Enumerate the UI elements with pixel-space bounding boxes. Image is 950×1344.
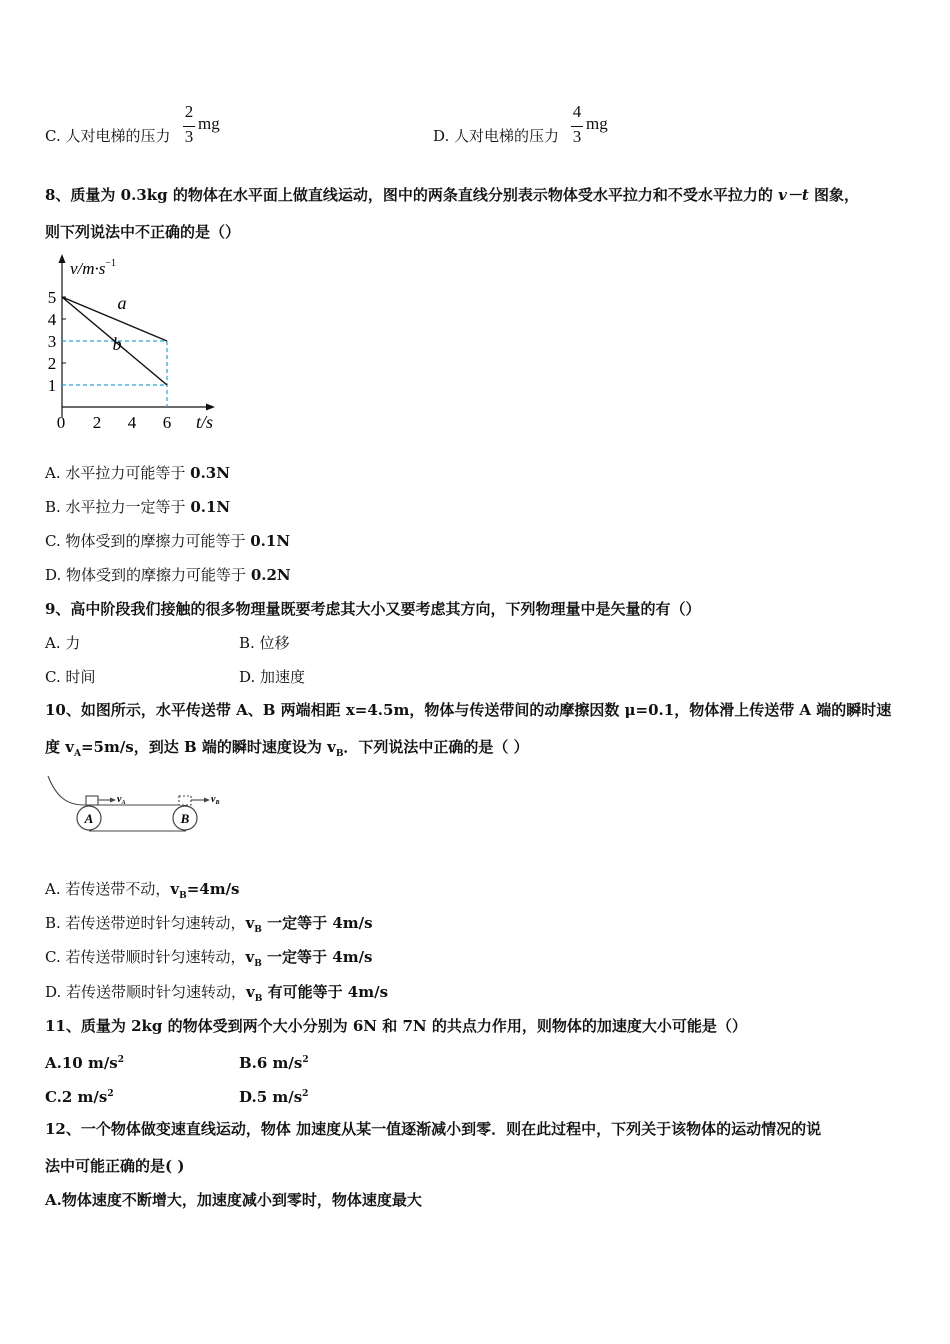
q10-label-va: $v_A$ <box>117 794 126 806</box>
q10-option-d-sub: B <box>254 994 263 1004</box>
q9-option-c: C. 时间 <box>45 668 96 686</box>
q10-option-d-text: D. 若传送带顺时针匀速转动， <box>45 983 247 1001</box>
q10-slope-curve <box>48 776 90 805</box>
q8-stem-line1 <box>45 185 859 205</box>
q8-graph-xtick-label: 6 <box>162 413 172 432</box>
q7-option-c <box>45 126 170 146</box>
q9-option-b: B. 位移 <box>239 634 290 652</box>
q10-option-d-rest: 有可能等于 4m/s <box>262 983 389 1001</box>
q10-stem-part-b: =5m/s，到达 B 端的瞬时速度设为 v <box>80 738 336 756</box>
q11-option-d-text: D.5 m/s <box>239 1088 303 1106</box>
q12-option-a: A.物体速度不断增大，加速度减小到零时，物体速度最大 <box>45 1191 422 1209</box>
q10-option-c-v: v <box>245 948 255 966</box>
q11-stem: 11、质量为 2kg 的物体受到两个大小分别为 6N 和 7N 的共点力作用，则物体的加速度大小可能是（） <box>45 1017 747 1035</box>
q10-conveyor-figure <box>44 772 234 842</box>
q10-option-b-text: B. 若传送带逆时针匀速转动， <box>45 914 246 932</box>
q10-label-a: A <box>84 811 94 826</box>
q10-sub-a: A <box>73 749 81 759</box>
q10-stem-line1: 10、如图所示，水平传送带 A、B 两端相距 x=4.5m，物体与传送带间的动摩擦因数 μ=0.1，物体滑上传送带 A 端的瞬时速 <box>45 701 892 719</box>
q10-arrow-va-head <box>110 798 116 803</box>
q11-option-a-sup: 2 <box>117 1055 125 1065</box>
q10-option-a <box>45 879 240 906</box>
q11-option-a-text: A.10 m/s <box>45 1054 118 1072</box>
q11-option-b-sup: 2 <box>302 1055 309 1065</box>
q8-stem-part-b: 的物体在水平面上做直线运动，图中的两条直线分别表示物体受水平拉力和不受水平拉力的 <box>167 186 779 204</box>
q8-graph-xtick-label: 4 <box>127 413 137 432</box>
q10-option-a-rest: =4m/s <box>186 880 240 898</box>
q7-option-c-numerator: 2 <box>184 102 194 121</box>
q8-graph-series-label-b: b <box>112 334 122 354</box>
q8-option-a <box>45 463 230 483</box>
q10-option-b-v: v <box>245 914 255 932</box>
q8-graph-xtick-label: 2 <box>92 413 102 432</box>
q12-stem-line1: 12、一个物体做变速直线运动，物体 加速度从某一值逐渐减小到零．则在此过程中，下列关于该物体的运动情况的说 <box>45 1120 822 1138</box>
q8-graph-xlabel: t/s <box>196 412 214 432</box>
q8-graph-ytick-label: 1 <box>47 376 57 395</box>
q8-graph-ytick-label: 2 <box>47 354 57 373</box>
q8-vt-graph <box>40 252 240 442</box>
q9-option-a: A. 力 <box>45 634 81 652</box>
q10-stem-line2 <box>45 737 529 764</box>
q10-option-b-sub: B <box>254 925 262 935</box>
q11-option-c-sup: 2 <box>107 1089 114 1099</box>
q7-option-c-text: C. 人对电梯的压力 <box>45 127 171 145</box>
q11-option-a <box>45 1050 124 1073</box>
q11-option-c <box>45 1084 114 1107</box>
q10-block-b <box>179 796 191 805</box>
q8-option-b-text: B. 水平拉力一定等于 <box>45 498 191 516</box>
q8-graph-series-label-a: a <box>117 293 127 313</box>
q8-option-d-value: 0.2N <box>250 566 291 584</box>
q8-graph-y-arrow <box>59 254 66 263</box>
q12-stem-line2: 法中可能正确的是( ) <box>45 1157 185 1175</box>
q8-option-a-value: 0.3N <box>190 464 230 482</box>
q10-option-c <box>45 947 373 974</box>
q8-stem-line2: 则下列说法中不正确的是（） <box>45 223 241 241</box>
q10-arrow-vb-head <box>204 798 210 803</box>
q8-graph-ytick-label: 5 <box>47 288 57 307</box>
q11-option-b-text: B.6 m/s <box>239 1054 303 1072</box>
q8-option-b <box>45 497 230 517</box>
q7-option-c-unit: mg <box>198 114 220 133</box>
q7-option-d-numerator: 4 <box>572 102 582 121</box>
q8-graph-ytick-label: 4 <box>47 310 57 329</box>
q10-stem-part-a: 度 v <box>45 738 74 756</box>
q8-graph-ytick-label: 3 <box>47 332 57 351</box>
q10-option-a-text: A. 若传送带不动， <box>45 880 171 898</box>
q10-option-a-sub: B <box>179 891 187 901</box>
q7-option-d <box>433 126 559 146</box>
q11-option-d-sup: 2 <box>302 1089 309 1099</box>
q8-stem-part-c: 图象， <box>808 186 859 204</box>
q8-graph-xtick-label: 0 <box>56 413 66 432</box>
q8-option-c-value: 0.1N <box>250 532 291 550</box>
q8-mass: 0.3kg <box>120 186 168 204</box>
q10-label-b: B <box>180 811 190 826</box>
q10-option-a-v: v <box>170 880 180 898</box>
q10-option-d-v: v <box>246 983 255 1001</box>
q8-vt-symbol: v－t <box>778 186 809 204</box>
q8-option-a-text: A. 水平拉力可能等于 <box>45 464 191 482</box>
q10-option-c-rest: 一定等于 4m/s <box>261 948 373 966</box>
q8-option-c <box>45 531 290 551</box>
q10-stem-part-c: ．下列说法中正确的是（ ） <box>343 738 529 756</box>
q11-option-c-text: C.2 m/s <box>45 1088 108 1106</box>
q10-label-vb: $v_B$ <box>211 794 220 806</box>
q8-graph-x-arrow <box>206 404 215 411</box>
q10-option-d <box>45 982 388 1009</box>
q7-option-d-unit: mg <box>586 114 608 133</box>
q8-graph-ylabel: $v/m\cdot s^{-1}$ <box>70 258 117 278</box>
q8-option-d-text: D. 物体受到的摩擦力可能等于 <box>45 566 251 584</box>
q8-stem-part-a: 8、质量为 <box>45 186 121 204</box>
q7-option-d-text: D. 人对电梯的压力 <box>433 127 560 145</box>
q11-option-d <box>239 1084 308 1107</box>
q10-option-c-sub: B <box>254 959 262 969</box>
q7-option-d-denominator: 3 <box>572 127 582 146</box>
q7-option-c-denominator: 3 <box>184 127 194 146</box>
q8-option-d <box>45 565 291 585</box>
q8-option-b-value: 0.1N <box>190 498 231 516</box>
q10-option-c-text: C. 若传送带顺时针匀速转动， <box>45 948 246 966</box>
q11-option-b <box>239 1050 309 1073</box>
q10-option-b <box>45 913 373 940</box>
q10-block-a <box>86 796 98 805</box>
q10-sub-b: B <box>335 749 344 759</box>
q10-option-b-rest: 一定等于 4m/s <box>261 914 373 932</box>
q8-option-c-text: C. 物体受到的摩擦力可能等于 <box>45 532 251 550</box>
q9-option-d: D. 加速度 <box>239 668 306 686</box>
q9-stem: 9、高中阶段我们接触的很多物理量既要考虑其大小又要考虑其方向，下列物理量中是矢量的有（） <box>45 600 701 618</box>
